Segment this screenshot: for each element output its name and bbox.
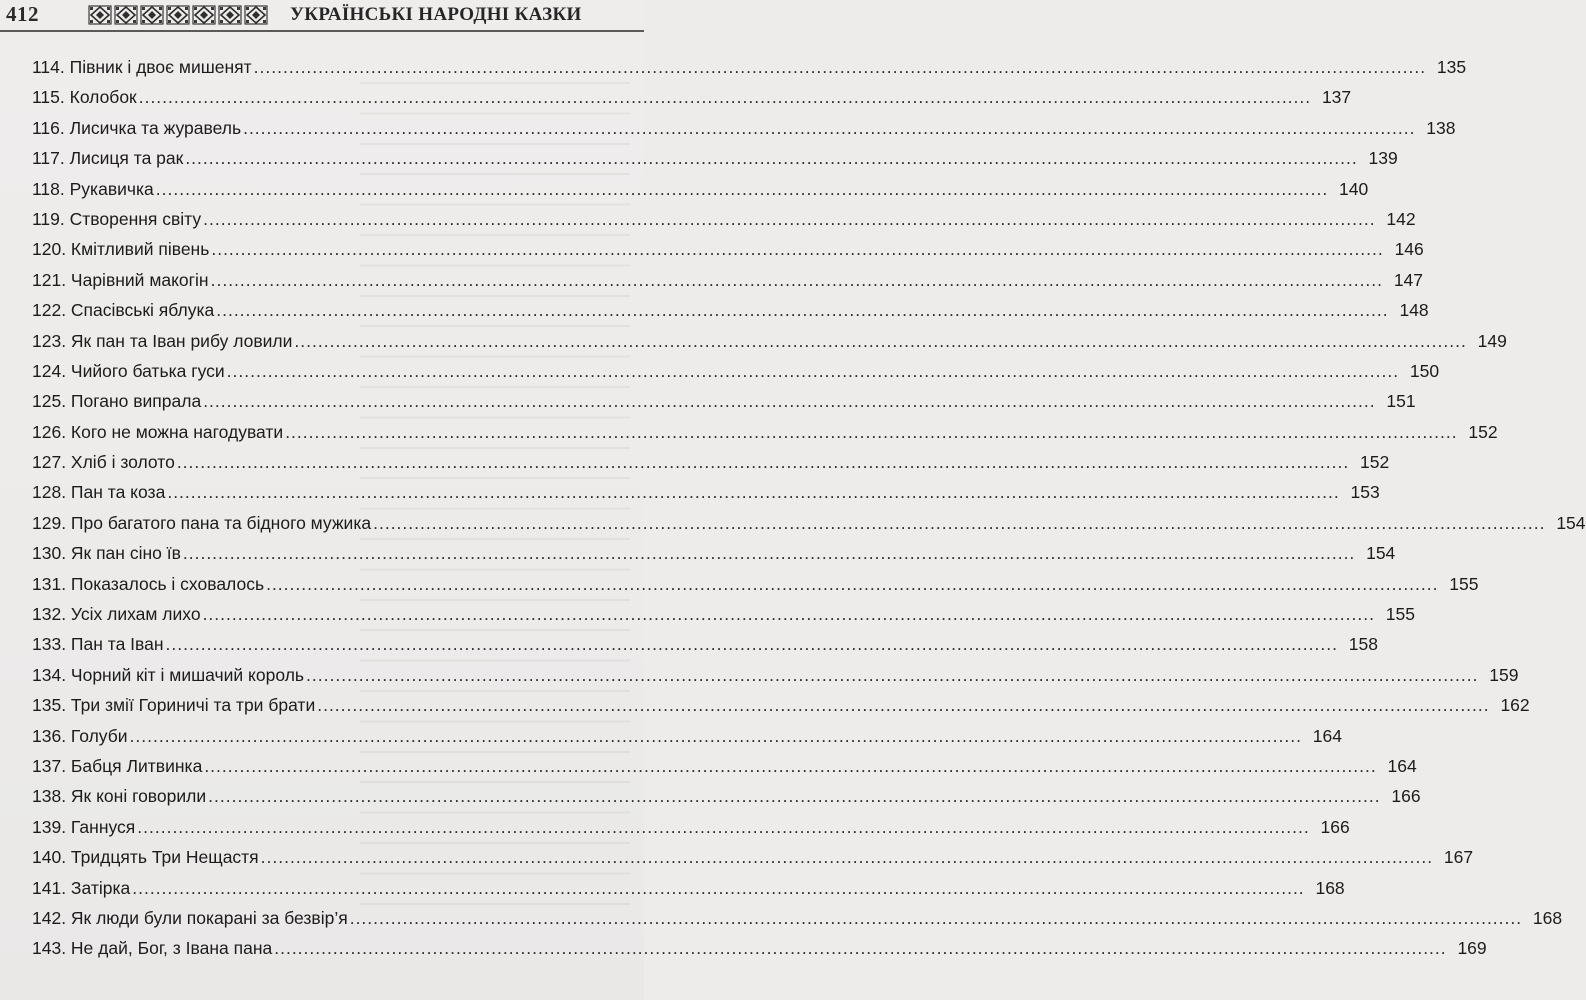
toc-entry-title: 123. Як пан та Іван рибу ловили <box>32 330 293 351</box>
toc-entry <box>32 660 1519 690</box>
toc-entry <box>32 82 1352 112</box>
toc-entry-title: 122. Спасівські яблука <box>32 300 215 321</box>
toc-entry-page: 166 <box>1320 816 1350 837</box>
toc-entry <box>32 781 1421 811</box>
toc-entry-title: 127. Хліб і золото <box>32 452 175 473</box>
toc-entry-page: 148 <box>1399 300 1429 321</box>
toc-entry-title: 124. Чийого батька гуси <box>32 360 225 381</box>
dot-leader: ........................................................................................................................................................................................................ <box>203 391 1376 412</box>
dot-leader: ........................................................................................................................................................................................................ <box>176 452 1350 473</box>
dot-leader: ........................................................................................................................................................................................................ <box>349 907 1523 928</box>
dot-leader: ........................................................................................................................................................................................................ <box>216 300 1389 321</box>
toc-entry-page: 164 <box>1387 755 1417 776</box>
toc-entry-page: 137 <box>1321 87 1352 108</box>
toc-entry-title: 115. Колобок <box>32 87 137 108</box>
page-number: 412 <box>6 2 39 26</box>
toc-entry-title: 141. Затірка <box>32 877 131 898</box>
toc-entry <box>32 629 1378 659</box>
toc-entry <box>32 842 1474 872</box>
toc-entry <box>32 812 1350 842</box>
toc-entry-page: 155 <box>1385 604 1415 625</box>
toc-entry <box>32 113 1456 143</box>
dot-leader: ........................................................................................................................................................................................................ <box>203 208 1376 229</box>
header-rule <box>0 30 644 32</box>
toc-entry <box>32 721 1342 751</box>
toc-entry-page: 164 <box>1312 725 1342 746</box>
toc-entry-title: 133. Пан та Іван <box>32 634 164 655</box>
toc-entry <box>32 356 1440 386</box>
toc-entry <box>32 599 1415 629</box>
dot-leader: ........................................................................................................................................................................................................ <box>306 664 1479 685</box>
folk-ornament-icon <box>88 4 276 26</box>
dot-leader: ........................................................................................................................................................................................................ <box>266 573 1439 594</box>
dot-leader: ........................................................................................................................................................................................................ <box>182 543 1356 564</box>
book-title: УКРАЇНСЬКІ НАРОДНІ КАЗКИ <box>290 4 582 25</box>
toc-entry-title: 119. Створення світу <box>32 208 202 229</box>
toc-entry-title: 131. Показалось і сховалось <box>32 573 265 594</box>
toc-entry-title: 140. Тридцять Три Нещастя <box>32 847 259 868</box>
toc-entry-title: 143. Не дай, Бог, з Івана пана <box>32 938 273 959</box>
table-of-contents <box>32 52 1586 964</box>
dot-leader: ........................................................................................................................................................................................................ <box>285 421 1458 442</box>
dot-leader: ........................................................................................................................................................................................................ <box>204 755 1377 776</box>
toc-entry <box>32 933 1487 963</box>
toc-entry-page: 149 <box>1477 330 1507 351</box>
toc-entry-page: 154 <box>1366 543 1396 564</box>
toc-entry <box>32 204 1416 234</box>
dot-leader: ........................................................................................................................................................................................................ <box>167 482 1340 503</box>
dot-leader: ........................................................................................................................................................................................................ <box>211 239 1384 260</box>
toc-entry-page: 152 <box>1360 452 1390 473</box>
toc-entry-title: 137. Бабця Литвинка <box>32 755 203 776</box>
toc-entry <box>32 174 1369 204</box>
dot-leader: ........................................................................................................................................................................................................ <box>155 178 1329 199</box>
toc-entry <box>32 690 1530 720</box>
toc-entry <box>32 903 1563 933</box>
dot-leader: ........................................................................................................................................................................................................ <box>210 269 1384 290</box>
toc-entry-title: 118. Рукавичка <box>32 178 154 199</box>
toc-entry-page: 147 <box>1393 269 1424 290</box>
dot-leader: ........................................................................................................................................................................................................ <box>132 877 1305 898</box>
dot-leader: ........................................................................................................................................................................................................ <box>202 604 1375 625</box>
toc-entry-title: 121. Чарівний макогін <box>32 269 209 290</box>
toc-entry-title: 128. Пан та коза <box>32 482 166 503</box>
toc-entry-page: 139 <box>1368 148 1398 169</box>
toc-entry-title: 138. Як коні говорили <box>32 786 207 807</box>
toc-entry-title: 135. Три змії Гориничі та три брати <box>32 695 316 716</box>
toc-entry-page: 150 <box>1409 360 1440 381</box>
toc-entry-title: 136. Голуби <box>32 725 128 746</box>
toc-entry-title: 139. Ганнуся <box>32 816 136 837</box>
toc-entry-page: 158 <box>1348 634 1378 655</box>
dot-leader: ........................................................................................................................................................................................................ <box>373 512 1546 533</box>
dot-leader: ........................................................................................................................................................................................................ <box>294 330 1467 351</box>
toc-entry-page: 146 <box>1394 239 1424 260</box>
dot-leader: ........................................................................................................................................................................................................ <box>243 117 1416 138</box>
toc-entry-title: 129. Про багатого пана та бідного мужика <box>32 512 372 533</box>
toc-entry <box>32 234 1424 264</box>
dot-leader: ........................................................................................................................................................................................................ <box>253 57 1427 77</box>
toc-entry-page: 140 <box>1339 178 1369 199</box>
toc-entry-page: 162 <box>1500 695 1530 716</box>
toc-entry <box>32 143 1398 173</box>
toc-entry-page: 154 <box>1556 512 1586 533</box>
dot-leader: ........................................................................................................................................................................................................ <box>137 816 1310 837</box>
toc-entry-page: 153 <box>1350 482 1380 503</box>
toc-entry-page: 168 <box>1315 877 1345 898</box>
dot-leader: ........................................................................................................................................................................................................ <box>274 938 1447 959</box>
toc-entry <box>32 751 1417 781</box>
toc-entry-page: 155 <box>1449 573 1479 594</box>
toc-entry-page: 152 <box>1468 421 1498 442</box>
toc-entry-title: 125. Погано випрала <box>32 391 202 412</box>
toc-entry-page: 151 <box>1386 391 1416 412</box>
toc-entry-title: 114. Півник і двоє мишенят <box>32 57 252 77</box>
toc-entry <box>32 873 1345 903</box>
toc-entry-page: 167 <box>1443 847 1474 868</box>
toc-entry-page: 138 <box>1426 117 1456 138</box>
toc-entry <box>32 477 1380 507</box>
toc-entry-title: 130. Як пан сіно їв <box>32 543 181 564</box>
toc-entry <box>32 52 1467 82</box>
toc-entry <box>32 447 1390 477</box>
toc-entry <box>32 386 1416 416</box>
toc-entry-title: 116. Лисичка та журавель <box>32 117 242 138</box>
toc-entry-title: 117. Лисиця та рак <box>32 148 184 169</box>
dot-leader: ........................................................................................................................................................................................................ <box>165 634 1338 655</box>
page-header <box>0 0 644 30</box>
dot-leader: ........................................................................................................................................................................................................ <box>226 360 1400 381</box>
toc-entry <box>32 265 1424 295</box>
toc-entry-page: 135 <box>1436 57 1467 77</box>
toc-entry-page: 168 <box>1532 907 1563 928</box>
toc-entry-page: 159 <box>1489 664 1519 685</box>
dot-leader: ........................................................................................................................................................................................................ <box>260 847 1434 868</box>
toc-entry-title: 132. Усіх лихам лихо <box>32 604 201 625</box>
toc-entry <box>32 508 1586 538</box>
dot-leader: ........................................................................................................................................................................................................ <box>208 786 1381 807</box>
dot-leader: ........................................................................................................................................................................................................ <box>129 725 1302 746</box>
toc-entry <box>32 538 1396 568</box>
toc-entry <box>32 569 1479 599</box>
toc-entry <box>32 417 1498 447</box>
toc-entry-page: 166 <box>1391 786 1421 807</box>
toc-entry-title: 142. Як люди були покарані за безвір’я <box>32 907 348 928</box>
dot-leader: ........................................................................................................................................................................................................ <box>138 87 1312 108</box>
toc-entry-page: 142 <box>1386 208 1416 229</box>
toc-entry-title: 126. Кого не можна нагодувати <box>32 421 284 442</box>
dot-leader: ........................................................................................................................................................................................................ <box>185 148 1358 169</box>
toc-entry-page: 169 <box>1457 938 1487 959</box>
toc-entry <box>32 295 1429 325</box>
toc-entry <box>32 326 1507 356</box>
toc-entry-title: 134. Чорний кіт і мишачий король <box>32 664 305 685</box>
toc-entry-title: 120. Кмітливий півень <box>32 239 210 260</box>
dot-leader: ........................................................................................................................................................................................................ <box>317 695 1490 716</box>
